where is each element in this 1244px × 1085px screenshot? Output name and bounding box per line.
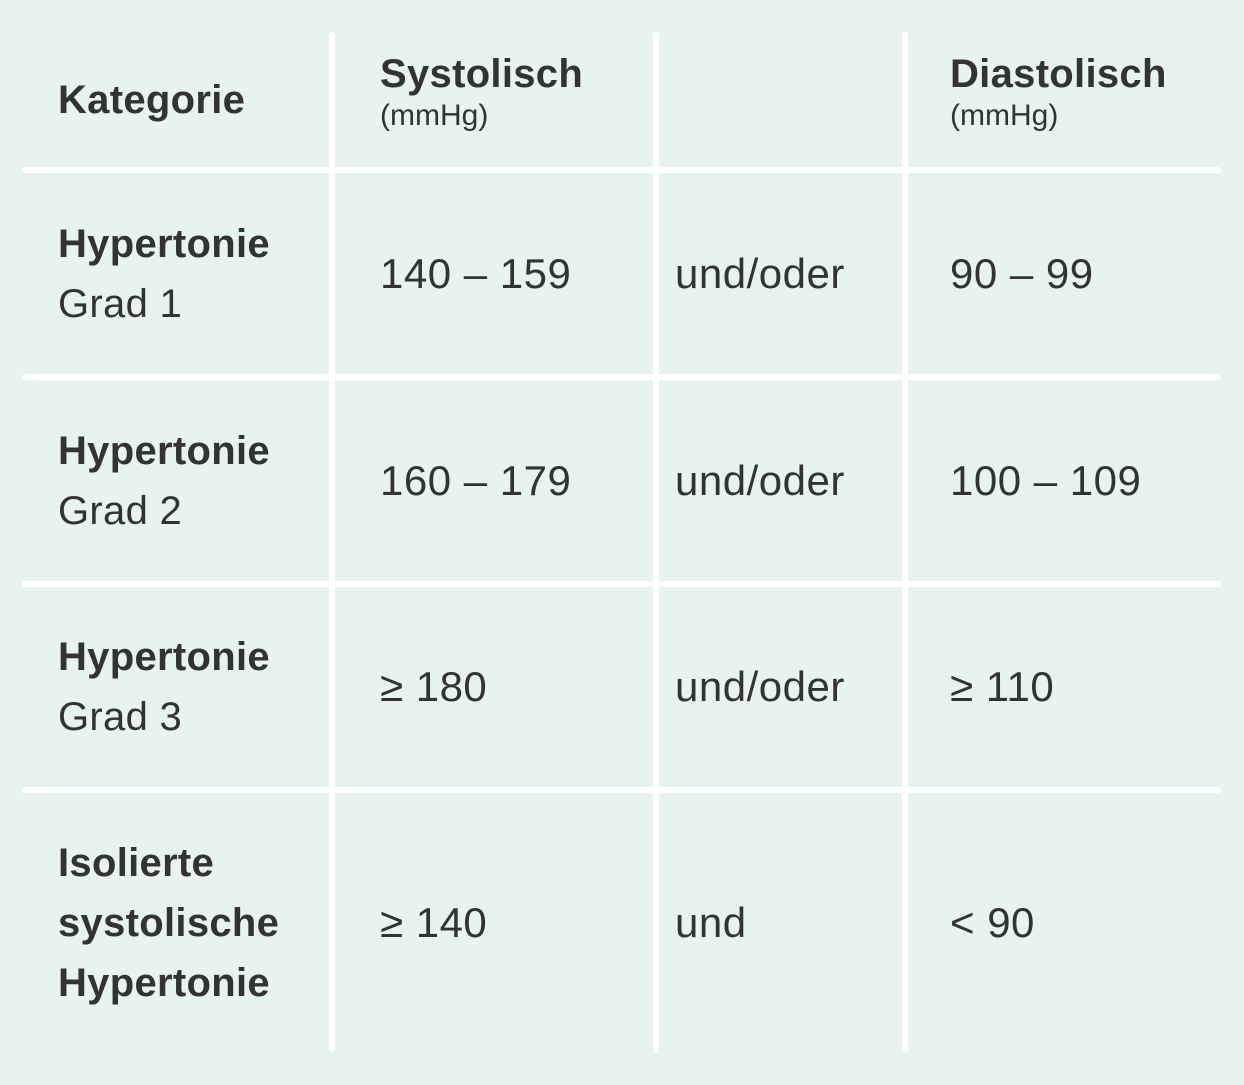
row-4-systolic: ≥ 140 [380, 898, 488, 946]
column-divider-1 [329, 32, 335, 1052]
row-1-diastolic-cell [950, 173, 1220, 374]
row-1-category-grade: Grad 1 [58, 281, 183, 326]
row-3-category-cell [58, 587, 326, 787]
row-3-diastolic-cell [950, 587, 1220, 787]
row-4-systolic-cell [380, 793, 650, 1052]
row-3-diastolic: ≥ 110 [950, 663, 1055, 710]
header-systolic-unit: (mmHg) [380, 99, 489, 132]
row-2-systolic-cell [380, 380, 650, 581]
row-1-connector-cell [675, 173, 900, 374]
header-systolic-cell [380, 50, 650, 150]
row-4-category-line-1: Isolierte [58, 840, 215, 885]
header-diastolic: Diastolisch [950, 52, 1167, 96]
header-category: Kategorie [58, 77, 246, 122]
row-3-category-title: Hypertonie [58, 635, 270, 679]
row-4-category-line-2: systolische [58, 900, 280, 945]
row-1-systolic: 140 – 159 [380, 249, 572, 297]
row-3-systolic: ≥ 180 [380, 663, 488, 710]
row-3-connector-cell [675, 587, 900, 787]
header-connector-cell [675, 50, 895, 150]
row-4-connector-cell [675, 793, 900, 1052]
row-2-diastolic-cell [950, 380, 1220, 581]
header-diastolic-unit: (mmHg) [950, 99, 1059, 132]
row-2-category-cell [58, 380, 326, 581]
column-divider-2 [653, 32, 659, 1052]
row-2-connector-cell [675, 380, 900, 581]
row-3-category-grade: Grad 3 [58, 695, 183, 739]
row-4-connector: und [675, 898, 747, 946]
row-2-category-title: Hypertonie [58, 428, 270, 473]
row-2-connector: und/oder [675, 456, 845, 504]
row-2-diastolic: 100 – 109 [950, 456, 1142, 504]
row-1-systolic-cell [380, 173, 650, 374]
row-1-category-title: Hypertonie [58, 221, 270, 266]
row-4-category-cell [58, 793, 326, 1052]
row-3-systolic-cell [380, 587, 650, 787]
header-diastolic-cell [950, 50, 1230, 150]
column-divider-3 [902, 32, 908, 1052]
row-1-connector: und/oder [675, 249, 845, 297]
header-systolic: Systolisch [380, 52, 584, 96]
row-2-systolic: 160 – 179 [380, 456, 572, 504]
row-2-category-grade: Grad 2 [58, 488, 183, 533]
row-3-connector: und/oder [675, 663, 845, 710]
row-1-category-cell [58, 173, 326, 374]
row-4-category-line-3: Hypertonie [58, 960, 270, 1005]
row-4-diastolic: < 90 [950, 898, 1035, 946]
row-1-diastolic: 90 – 99 [950, 249, 1094, 297]
row-4-diastolic-cell [950, 793, 1220, 1052]
header-category-cell [58, 32, 323, 167]
